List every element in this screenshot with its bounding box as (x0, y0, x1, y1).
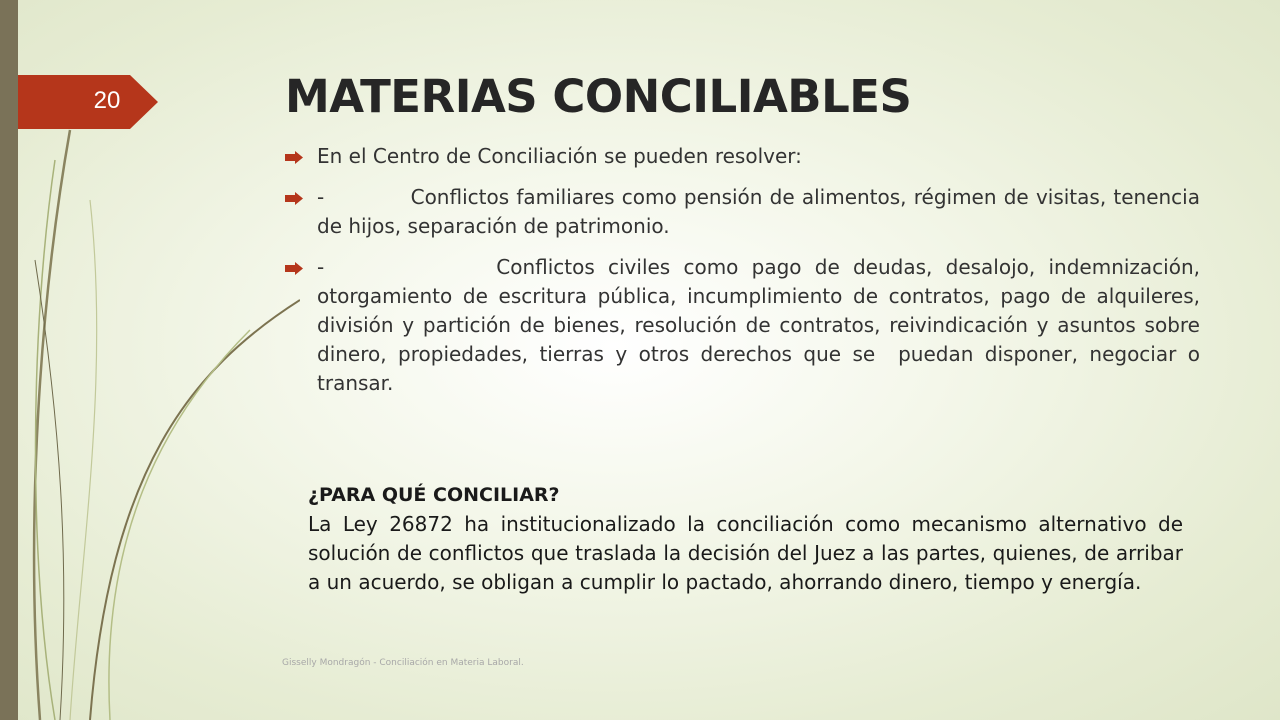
footer-text: Gisselly Mondragón - Conciliación en Materia Laboral. (282, 658, 524, 668)
bullet-text: En el Centro de Conciliación se pueden resolver: (317, 144, 802, 168)
section-heading: ¿PARA QUÉ CONCILIAR? (308, 484, 560, 506)
bullet-text: - Conflictos familiares como pensión de alimentos, régimen de visitas, tenencia de hijos, separación de patrimonio. (317, 185, 1207, 238)
bullet-item (285, 183, 1207, 241)
bullet-item (285, 142, 1200, 171)
arrow-bullet-icon (285, 262, 303, 275)
slide-number-tab (18, 75, 158, 129)
arrow-bullet-icon (285, 151, 303, 164)
slide-title: MATERIAS CONCILIABLES (285, 70, 912, 123)
bullet-text: - Conflictos civiles como pago de deudas, desalojo, indemnización, otorgamiento de escritura pública, incumplimiento de contratos, pago de alquileres, división y partición de bienes, resolución de contratos, reivindicación y asuntos sobre dinero, propiedades, tierras y otros derechos que se puedan disponer, negociar o transar. (317, 255, 1207, 395)
bullet-item (285, 253, 1207, 398)
bullet-list (285, 142, 1207, 410)
left-accent-bar (0, 0, 18, 720)
why-conciliate-section (308, 480, 1183, 597)
arrow-bullet-icon (285, 192, 303, 205)
slide-number: 20 (93, 87, 121, 114)
section-body: La Ley 26872 ha institucionalizado la conciliación como mecanismo alternativo de solución de conflictos que traslada la decisión del Juez a las partes, quienes, de arribar a un acuerdo, se obligan a cumplir lo pactado, ahorrando dinero, tiempo y energía. (308, 512, 1183, 594)
